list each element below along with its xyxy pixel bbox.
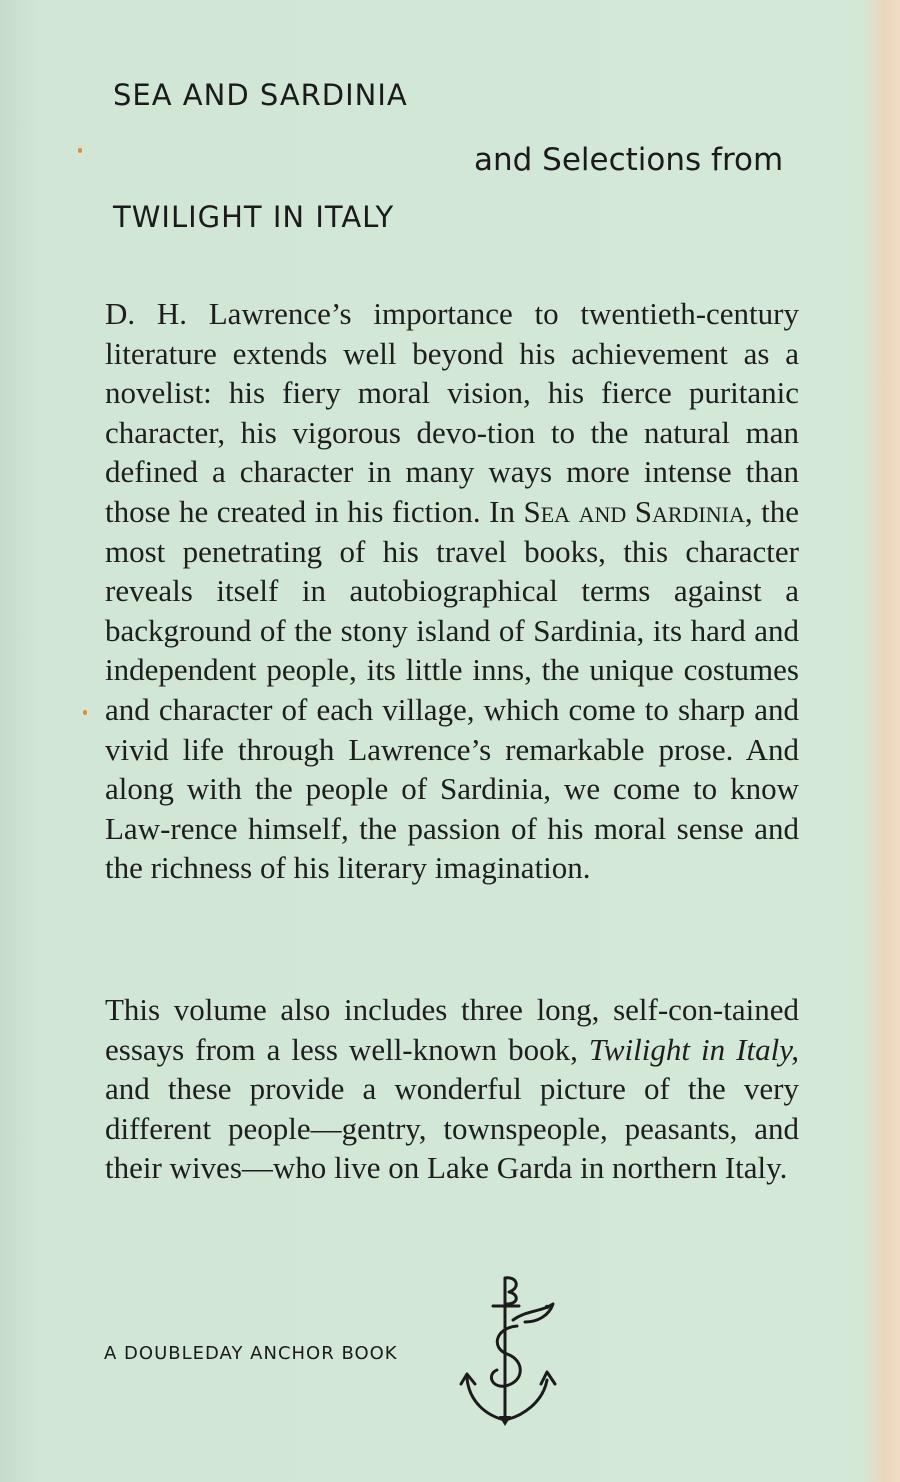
blurb-text: and these provide a wonderful picture of the very different people—gentry, townspeople, peasants, and their wives—who live on Lake Garda in northern Italy.: [105, 1071, 799, 1186]
book-title-reference: Twilight in Italy,: [588, 1031, 800, 1067]
blurb-text: , the most penetrating of his travel books, this character reveals itself in autobiographical terms against a background of the stony island of Sardinia, its hard and independent people, its little inns, the unique costumes and character of each village, which come to sharp and vivid life through Lawrence’s remarkable prose. And along with the people of Sardinia, we come to know Law-rence himself, the passion of his moral sense and the richness of his literary imagination.: [105, 493, 800, 886]
book-title: SEA AND SARDINIA: [113, 78, 408, 112]
blurb-paragraph-2: [105, 990, 799, 1188]
paper-speck: [78, 148, 82, 153]
secondary-title: TWILIGHT IN ITALY: [113, 200, 395, 234]
subtitle: and Selections from: [474, 142, 784, 178]
blurb-text: This volume also includes three long, self-con-tained essays from a less well-known book,: [105, 992, 799, 1067]
anchor-dolphin-icon: [455, 1270, 570, 1430]
publisher-imprint: A DOUBLEDAY ANCHOR BOOK: [104, 1343, 398, 1364]
blurb-paragraph-1: [105, 294, 799, 888]
blurb-text: D. H. Lawrence’s importance to twentieth-century literature extends well beyond his achievement as a novelist: his fiery moral vision, his fierce puritanic character, his vigorous devo-tion to the natural man defined a character in many ways more intense than those he created in his fiction. In: [105, 296, 799, 529]
paper-speck: [83, 710, 87, 715]
book-title-reference: Sea and Sardinia: [523, 493, 745, 529]
